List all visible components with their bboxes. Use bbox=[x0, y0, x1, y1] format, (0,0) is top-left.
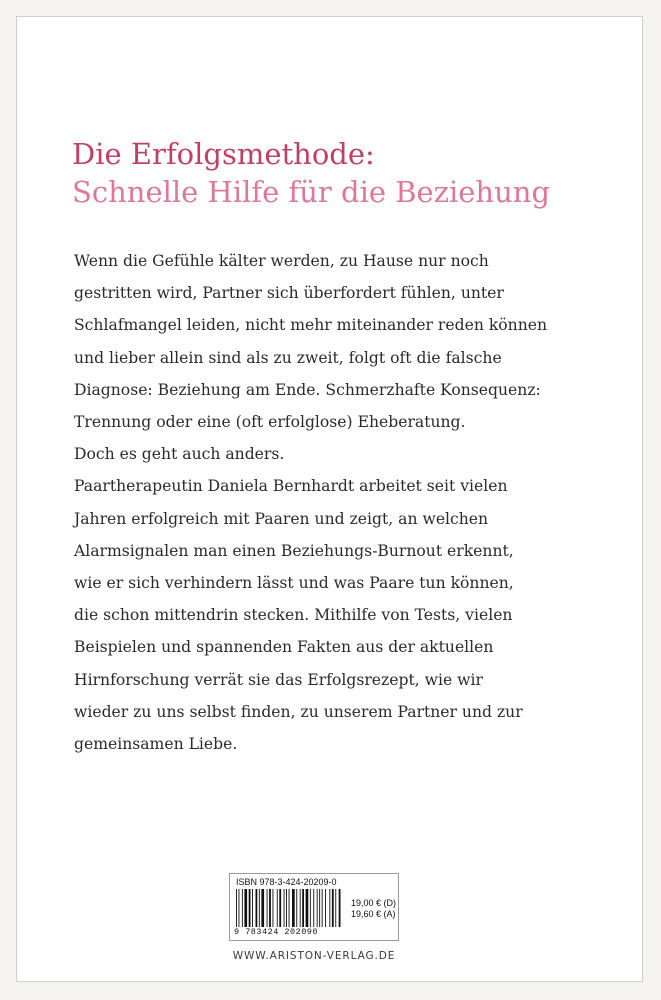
price-germany: 19,00 € (D) bbox=[351, 898, 397, 908]
blurb-text bbox=[74, 245, 634, 760]
blurb-line: gestritten wird, Partner sich überfordert fühlen, unter bbox=[74, 284, 504, 303]
blurb-line: wieder zu uns selbst finden, zu unserem Partner und zur bbox=[74, 702, 523, 721]
blurb-line: wie er sich verhindern lässt und was Paare tun können, bbox=[74, 574, 514, 593]
blurb-line: Alarmsignalen man einen Beziehungs-Burnout erkennt, bbox=[74, 541, 514, 560]
headline bbox=[72, 135, 550, 211]
blurb-line: die schon mittendrin stecken. Mithilfe von Tests, vielen bbox=[74, 606, 513, 625]
blurb-line: Wenn die Gefühle kälter werden, zu Hause nur noch bbox=[74, 252, 489, 270]
blurb-line: Schlafmangel leiden, nicht mehr miteinander reden können bbox=[74, 316, 548, 335]
publisher-website: WWW.ARISTON-VERLAG.DE bbox=[232, 950, 396, 962]
blurb-line: und lieber allein sind als zu zweit, folgt oft die falsche bbox=[74, 348, 502, 367]
blurb-line: Jahren erfolgreich mit Paaren und zeigt, an welchen bbox=[74, 509, 489, 528]
book-back-cover bbox=[16, 16, 643, 982]
price-austria: 19,60 € (A) bbox=[351, 909, 396, 919]
blurb-line: Doch es geht auch anders. bbox=[74, 445, 285, 464]
headline-line-1: Die Erfolgsmethode: bbox=[72, 137, 375, 171]
barcode-icon bbox=[236, 889, 344, 927]
isbn-text: ISBN 978-3-424-20209-0 bbox=[236, 877, 337, 887]
headline-line-2: Schnelle Hilfe für die Beziehung bbox=[72, 175, 551, 209]
blurb-line: Beispielen und spannenden Fakten aus der aktuellen bbox=[74, 638, 494, 657]
barcode-digits: 9 783424 202090 bbox=[234, 927, 319, 937]
isbn-barcode-box bbox=[229, 873, 399, 941]
blurb-line: gemeinsamen Liebe. bbox=[74, 735, 238, 754]
price-block bbox=[351, 898, 396, 920]
blurb-line: Diagnose: Beziehung am Ende. Schmerzhafte Konsequenz: bbox=[74, 380, 541, 399]
blurb-line: Trennung oder eine (oft erfolglose) Eheberatung. bbox=[74, 413, 466, 432]
blurb-line: Hirnforschung verrät sie das Erfolgsrezept, wie wir bbox=[74, 670, 483, 689]
blurb-line: Paartherapeutin Daniela Bernhardt arbeitet seit vielen bbox=[74, 477, 508, 496]
